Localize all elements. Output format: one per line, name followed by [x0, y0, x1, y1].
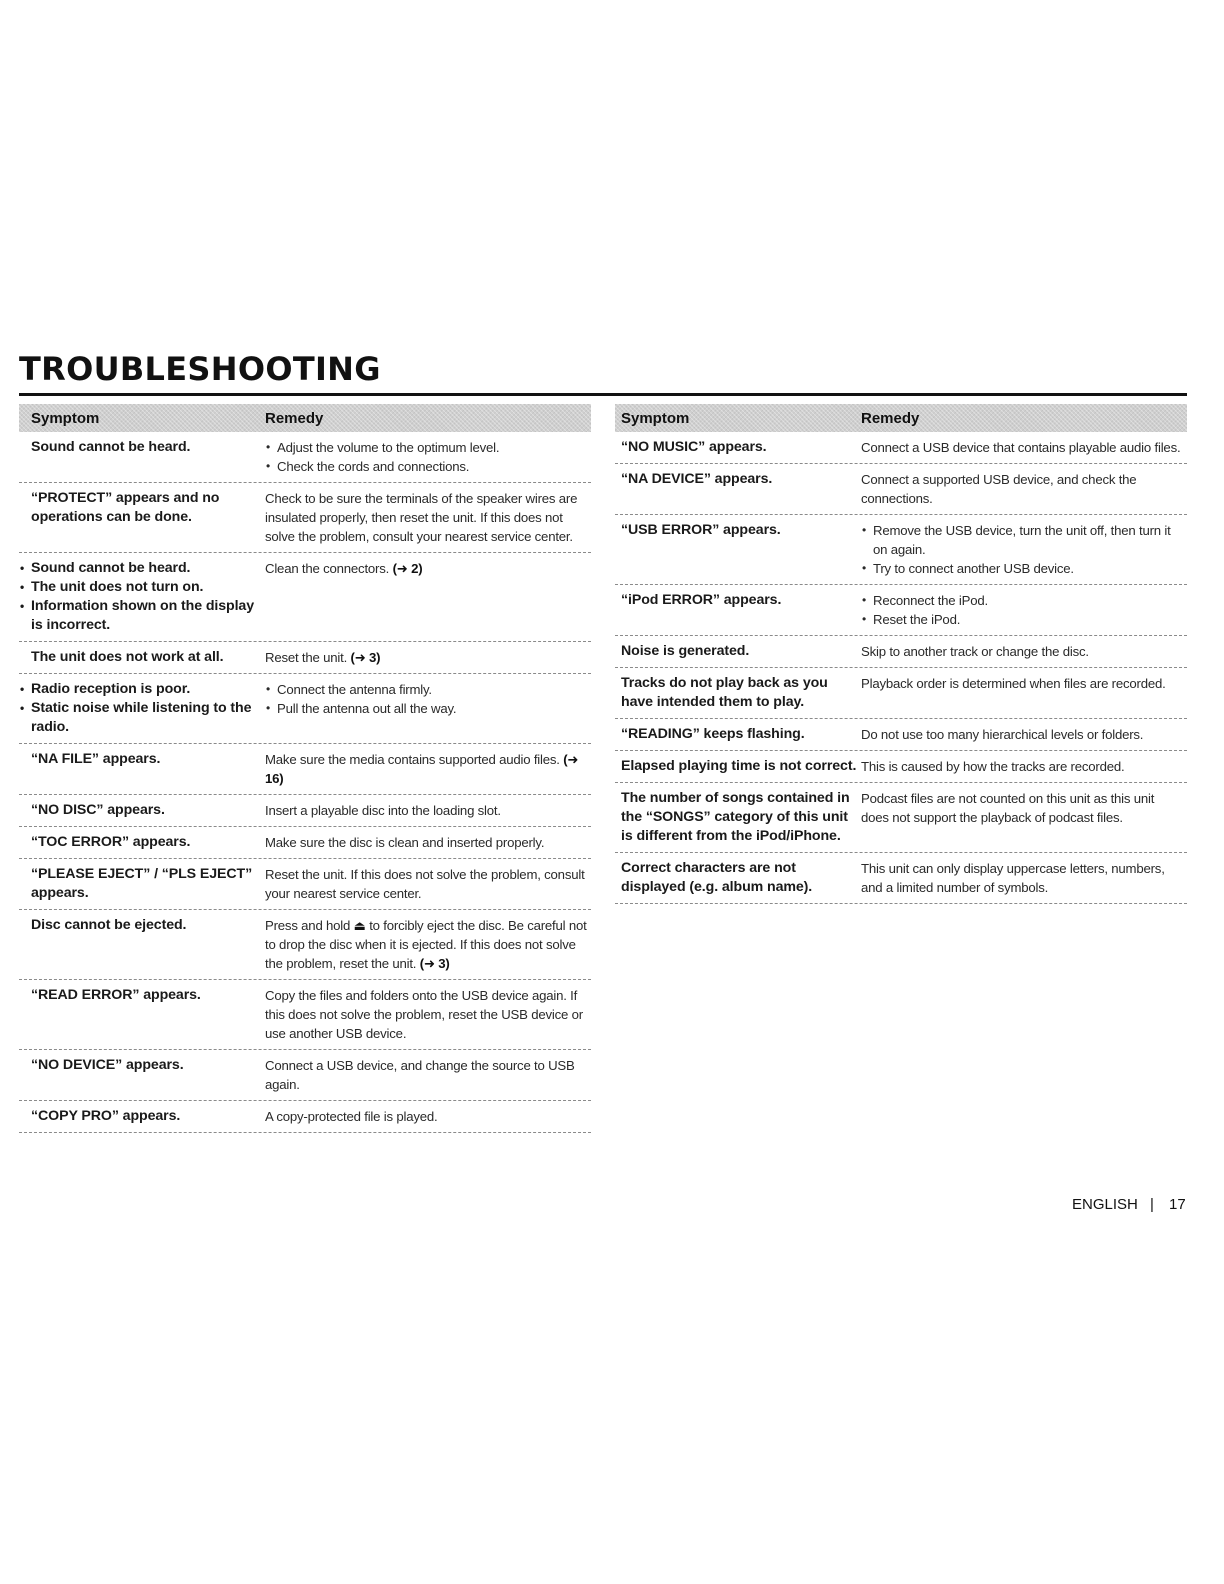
remedy-list-item: • Try to connect another USB device. — [861, 559, 1185, 578]
remedy-cell — [265, 680, 591, 737]
symptom-text: “NA FILE” appears. — [31, 751, 161, 767]
remedy-text: to forcibly eject the disc. Be careful not to drop the disc when it is ejected. If this does not solve the problem, reset the unit. — [265, 918, 587, 971]
page-title: TROUBLESHOOTING — [19, 350, 381, 388]
symptom-cell — [615, 470, 861, 508]
remedy-cell — [265, 916, 591, 973]
remedy-text: Make sure the disc is clean and inserted properly. — [265, 835, 545, 850]
table-row — [615, 719, 1187, 751]
symptom-text: “iPod ERROR” appears. — [621, 592, 782, 608]
remedy-cell — [265, 438, 591, 476]
symptom-text: “COPY PRO” appears. — [31, 1108, 181, 1124]
remedy-cell — [861, 725, 1187, 744]
symptom-cell — [19, 916, 265, 973]
symptom-text: Correct characters are not displayed (e.g. album name). — [621, 860, 813, 895]
remedy-cell — [265, 801, 591, 820]
remedy-text: Podcast files are not counted on this unit as this unit does not support the playback of podcast files. — [861, 791, 1155, 825]
table-row — [615, 751, 1187, 783]
table-row — [615, 636, 1187, 668]
symptom-list-item: • Sound cannot be heard. — [19, 559, 265, 578]
remedy-text: Copy the files and folders onto the USB device again. If this does not solve the problem, reset the USB device or use another USB device. — [265, 988, 583, 1041]
remedy-cell — [265, 559, 591, 635]
table-row — [615, 585, 1187, 636]
table-row — [19, 744, 591, 795]
table-row — [19, 642, 591, 674]
remedy-cell — [265, 833, 591, 852]
symptom-text: “NO MUSIC” appears. — [621, 439, 767, 455]
table-row — [19, 980, 591, 1050]
remedy-text: Reset the unit. If this does not solve the problem, consult your nearest service center. — [265, 867, 585, 901]
symptom-text: “NO DEVICE” appears. — [31, 1057, 184, 1073]
symptom-text: “PLEASE EJECT” / “PLS EJECT” appears. — [31, 866, 253, 901]
remedy-cell — [861, 438, 1187, 457]
table-row — [615, 783, 1187, 853]
remedy-cell — [861, 470, 1187, 508]
symptom-text: “TOC ERROR” appears. — [31, 834, 191, 850]
symptom-cell — [615, 642, 861, 661]
remedy-cell — [861, 591, 1187, 629]
table-row — [19, 859, 591, 910]
remedy-text: A copy-protected file is played. — [265, 1109, 438, 1124]
table-header — [615, 404, 1187, 432]
remedy-text: Clean the connectors. — [265, 561, 390, 576]
symptom-cell — [615, 591, 861, 629]
troubleshooting-table-left — [19, 404, 591, 1133]
footer-language: ENGLISH — [1072, 1196, 1138, 1213]
remedy-text: Check to be sure the terminals of the speaker wires are insulated properly, then reset the unit. If this does not solve the problem, consult your nearest service center. — [265, 491, 578, 544]
table-row — [615, 515, 1187, 585]
remedy-text: Reset the unit. — [265, 650, 348, 665]
symptom-cell — [19, 750, 265, 788]
symptom-text: Disc cannot be ejected. — [31, 917, 187, 933]
footer-separator: | — [1150, 1196, 1154, 1213]
remedy-list-item: • Reset the iPod. — [861, 610, 1185, 629]
symptom-text: Tracks do not play back as you have intended them to play. — [621, 675, 828, 710]
symptom-cell — [19, 648, 265, 667]
symptom-cell — [615, 521, 861, 578]
symptom-list — [31, 559, 265, 635]
table-row — [19, 432, 591, 483]
remedy-cell — [265, 1107, 591, 1126]
symptom-cell — [19, 865, 265, 903]
remedy-cell — [861, 642, 1187, 661]
remedy-text: Connect a supported USB device, and check the connections. — [861, 472, 1137, 506]
remedy-cell — [861, 859, 1187, 897]
symptom-cell — [19, 1107, 265, 1126]
table-row — [19, 795, 591, 827]
page-number: 17 — [1169, 1196, 1186, 1213]
table-row — [19, 483, 591, 553]
page-reference: (➜ 3) — [350, 650, 381, 665]
remedy-text: Skip to another track or change the disc. — [861, 644, 1089, 659]
remedy-cell — [861, 674, 1187, 712]
remedy-text: Connect a USB device, and change the source to USB again. — [265, 1058, 575, 1092]
remedy-list — [265, 438, 589, 476]
remedy-header: Remedy — [861, 409, 920, 427]
symptom-text: The number of songs contained in the “SONGS” category of this unit is different from the iPod/iPhone. — [621, 790, 850, 844]
remedy-cell — [265, 1056, 591, 1094]
table-body — [19, 432, 591, 1133]
title-rule — [19, 393, 1187, 396]
symptom-cell — [615, 859, 861, 897]
remedy-text: This is caused by how the tracks are recorded. — [861, 759, 1125, 774]
symptom-text: Noise is generated. — [621, 643, 750, 659]
remedy-text: Connect a USB device that contains playable audio files. — [861, 440, 1181, 455]
symptom-text: Elapsed playing time is not correct. — [621, 758, 857, 774]
symptom-cell — [19, 489, 265, 546]
table-row — [615, 464, 1187, 515]
remedy-cell — [861, 757, 1187, 776]
symptom-cell — [19, 1056, 265, 1094]
symptom-cell — [615, 725, 861, 744]
remedy-text: Insert a playable disc into the loading slot. — [265, 803, 501, 818]
symptom-cell — [19, 559, 265, 635]
symptom-text: “READ ERROR” appears. — [31, 987, 201, 1003]
symptom-text: “PROTECT” appears and no operations can be done. — [31, 490, 220, 525]
remedy-list — [861, 521, 1185, 578]
symptom-text: The unit does not work at all. — [31, 649, 224, 665]
symptom-cell — [19, 680, 265, 737]
remedy-text: Do not use too many hierarchical levels or folders. — [861, 727, 1144, 742]
symptom-cell — [19, 438, 265, 476]
symptom-list — [31, 680, 265, 737]
table-row — [615, 432, 1187, 464]
page-reference: (➜ 16) — [265, 752, 579, 786]
symptom-list-item: • Information shown on the display is incorrect. — [19, 597, 265, 635]
remedy-cell — [861, 521, 1187, 578]
symptom-header: Symptom — [31, 409, 100, 427]
table-row — [19, 827, 591, 859]
symptom-list-item: • Radio reception is poor. — [19, 680, 265, 699]
remedy-cell — [265, 865, 591, 903]
table-body — [615, 432, 1187, 904]
troubleshooting-table-right — [615, 404, 1187, 904]
remedy-cell — [861, 789, 1187, 846]
table-row — [615, 853, 1187, 904]
remedy-text: This unit can only display uppercase letters, numbers, and a limited number of symbols. — [861, 861, 1165, 895]
symptom-cell — [19, 833, 265, 852]
table-row — [19, 1101, 591, 1133]
remedy-list — [265, 680, 589, 718]
table-row — [615, 668, 1187, 719]
symptom-cell — [19, 801, 265, 820]
remedy-header: Remedy — [265, 409, 324, 427]
remedy-list-item: • Adjust the volume to the optimum level. — [265, 438, 589, 457]
page-reference: (➜ 2) — [392, 561, 423, 576]
symptom-cell — [615, 674, 861, 712]
remedy-list-item: • Remove the USB device, turn the unit off, then turn it on again. — [861, 521, 1185, 559]
symptom-text: “USB ERROR” appears. — [621, 522, 781, 538]
table-header — [19, 404, 591, 432]
page-reference: (➜ 3) — [419, 956, 450, 971]
remedy-cell — [265, 648, 591, 667]
remedy-cell — [265, 750, 591, 788]
remedy-text-pre: Press and hold — [265, 918, 351, 933]
symptom-text: Sound cannot be heard. — [31, 439, 191, 455]
remedy-list-item: • Reconnect the iPod. — [861, 591, 1185, 610]
eject-icon: ⏏ — [353, 918, 366, 933]
symptom-list-item: • Static noise while listening to the radio. — [19, 699, 265, 737]
table-row — [19, 674, 591, 744]
remedy-list-item: • Connect the antenna firmly. — [265, 680, 589, 699]
remedy-cell — [265, 986, 591, 1043]
remedy-text: Playback order is determined when files are recorded. — [861, 676, 1166, 691]
table-row — [19, 1050, 591, 1101]
remedy-cell — [265, 489, 591, 546]
table-row — [19, 910, 591, 980]
symptom-text: “READING” keeps flashing. — [621, 726, 805, 742]
remedy-list-item: • Check the cords and connections. — [265, 457, 589, 476]
symptom-list-item: • The unit does not turn on. — [19, 578, 265, 597]
symptom-header: Symptom — [621, 409, 690, 427]
symptom-text: “NA DEVICE” appears. — [621, 471, 773, 487]
symptom-cell — [615, 438, 861, 457]
remedy-list — [861, 591, 1185, 629]
symptom-cell — [615, 757, 861, 776]
remedy-list-item: • Pull the antenna out all the way. — [265, 699, 589, 718]
symptom-cell — [615, 789, 861, 846]
remedy-text: Make sure the media contains supported audio files. — [265, 752, 560, 767]
table-row — [19, 553, 591, 642]
symptom-cell — [19, 986, 265, 1043]
symptom-text: “NO DISC” appears. — [31, 802, 165, 818]
